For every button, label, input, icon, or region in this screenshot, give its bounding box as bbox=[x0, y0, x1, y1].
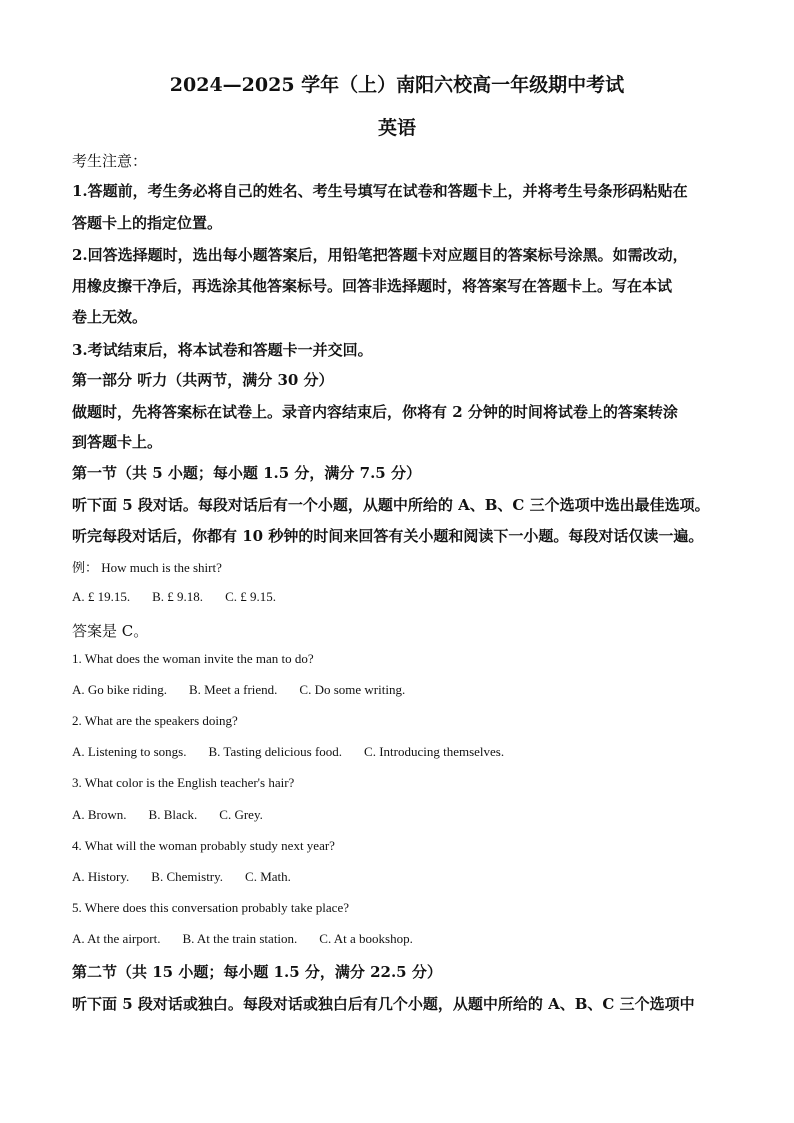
q1-option-b: B. Meet a friend. bbox=[188, 682, 278, 697]
q1-option-c: C. Do some writing. bbox=[299, 682, 406, 697]
q2-option-c: C. Introducing themselves. bbox=[364, 744, 505, 759]
section1-heading: 第一节（共 5 小题；每小题 1.5 分，满分 7.5 分） bbox=[72, 464, 421, 482]
question-5-options bbox=[72, 931, 413, 947]
q2-option-a: A. Listening to songs. bbox=[72, 744, 187, 759]
q4-option-a: A. History. bbox=[72, 869, 130, 884]
notice-heading: 考生注意： bbox=[72, 152, 148, 170]
section2-instruction-line-1: 听下面 5 段对话或独白。每段对话或独白后有几个小题，从题中所给的 A、B、C 三个选项中 bbox=[72, 995, 695, 1013]
q5-option-b: B. At the train station. bbox=[182, 931, 298, 946]
q2-option-b: B. Tasting delicious food. bbox=[208, 744, 343, 759]
question-3-options bbox=[72, 807, 263, 823]
q4-option-c: C. Math. bbox=[245, 869, 291, 884]
notice-item-2-line-1: 2.回答选择题时，选出每小题答案后，用铅笔把答题卡对应题目的答案标号涂黑。如需改动， bbox=[72, 246, 688, 264]
example-option-b: B. £ 9.18. bbox=[152, 589, 204, 604]
notice-item-1-line-1: 1.答题前，考生务必将自己的姓名、考生号填写在试卷和答题卡上，并将考生号条形码粘贴在 bbox=[72, 182, 688, 200]
notice-item-1-line-2: 答题卡上的指定位置。 bbox=[72, 214, 223, 232]
example-option-a: A. £ 19.15. bbox=[72, 589, 131, 604]
q5-option-c: C. At a bookshop. bbox=[319, 931, 413, 946]
part1-instruction-line-2: 到答题卡上。 bbox=[72, 433, 163, 451]
question-4-options bbox=[72, 869, 291, 885]
section1-instruction-line-2: 听完每段对话后，你都有 10 秒钟的时间来回答有关小题和阅读下一小题。每段对话仅读一遍。 bbox=[72, 527, 704, 545]
subject-title: 英语 bbox=[377, 117, 416, 139]
notice-item-3: 3.考试结束后，将本试卷和答题卡一并交回。 bbox=[72, 341, 373, 359]
part1-heading: 第一部分 听力（共两节，满分 30 分） bbox=[72, 371, 334, 389]
example-question: 例： How much is the shirt? bbox=[72, 560, 222, 575]
question-3: 3. What color is the English teacher's hair? bbox=[72, 775, 295, 790]
q1-option-a: A. Go bike riding. bbox=[72, 682, 167, 697]
section2-heading: 第二节（共 15 小题；每小题 1.5 分，满分 22.5 分） bbox=[72, 963, 442, 981]
exam-title: 2024—2025 学年（上）南阳六校高一年级期中考试 bbox=[169, 74, 625, 96]
q5-option-a: A. At the airport. bbox=[72, 931, 161, 946]
q3-option-b: B. Black. bbox=[148, 807, 198, 822]
notice-item-2-line-3: 卷上无效。 bbox=[72, 308, 148, 326]
q3-option-a: A. Brown. bbox=[72, 807, 127, 822]
question-5: 5. Where does this conversation probably take place? bbox=[72, 900, 349, 915]
section1-instruction-line-1: 听下面 5 段对话。每段对话后有一个小题，从题中所给的 A、B、C 三个选项中选出最佳选项。 bbox=[72, 496, 710, 514]
example-option-c: C. £ 9.15. bbox=[225, 589, 276, 604]
example-options bbox=[72, 589, 276, 605]
q4-option-b: B. Chemistry. bbox=[151, 869, 224, 884]
q3-option-c: C. Grey. bbox=[219, 807, 263, 822]
question-4: 4. What will the woman probably study next year? bbox=[72, 838, 335, 853]
question-1-options bbox=[72, 682, 405, 698]
part1-instruction-line-1: 做题时，先将答案标在试卷上。录音内容结束后，你将有 2 分钟的时间将试卷上的答案转涂 bbox=[72, 403, 678, 421]
notice-item-2-line-2: 用橡皮擦干净后，再选涂其他答案标号。回答非选择题时，将答案写在答题卡上。写在本试 bbox=[72, 277, 673, 295]
question-1: 1. What does the woman invite the man to do? bbox=[72, 651, 314, 666]
example-answer: 答案是 C。 bbox=[72, 622, 149, 640]
question-2-options bbox=[72, 744, 504, 760]
question-2: 2. What are the speakers doing? bbox=[72, 713, 238, 728]
